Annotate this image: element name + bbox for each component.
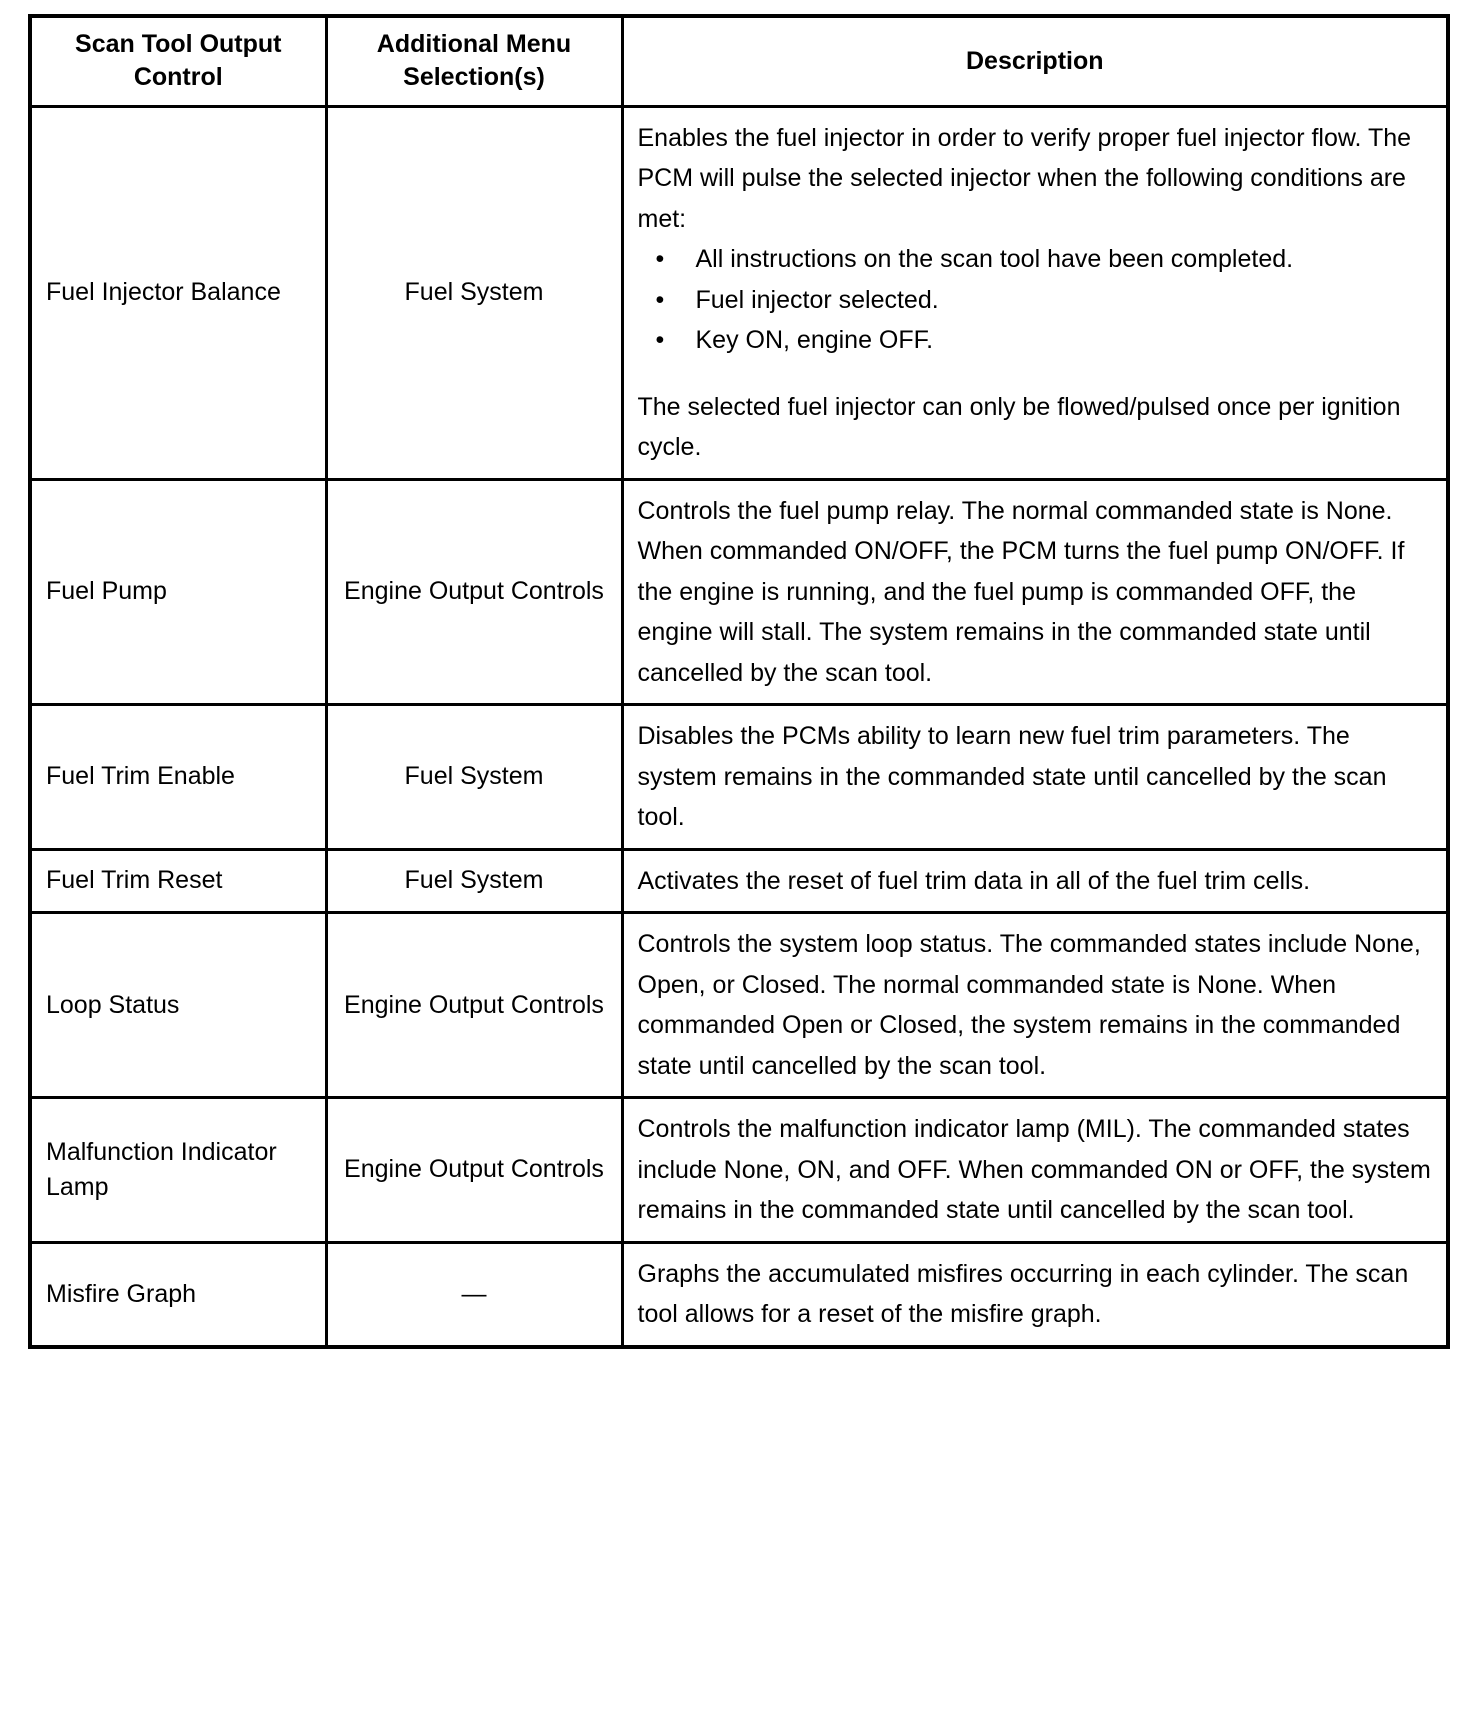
cell-control: Loop Status [30, 913, 326, 1098]
table-row [30, 1098, 1448, 1243]
table-row [30, 479, 1448, 705]
cell-description: Controls the system loop status. The commanded states include None, Open, or Closed. The normal commanded state is None. When commanded Open or Closed, the system remains in the commanded state until cancelled by the scan tool. [622, 913, 1448, 1098]
cell-menu: Engine Output Controls [326, 913, 622, 1098]
condition-list [638, 239, 1433, 361]
cell-description: Controls the fuel pump relay. The normal commanded state is None. When commanded ON/OFF, the PCM turns the fuel pump ON/OFF. If the engine is running, and the fuel pump is commanded OFF, the engine will stall. The system remains in the commanded state until cancelled by the scan tool. [622, 479, 1448, 705]
cell-control: Fuel Injector Balance [30, 106, 326, 479]
cell-description: Activates the reset of fuel trim data in all of the fuel trim cells. [622, 849, 1448, 913]
cell-description: Graphs the accumulated misfires occurring in each cylinder. The scan tool allows for a reset of the misfire graph. [622, 1242, 1448, 1347]
cell-control: Fuel Pump [30, 479, 326, 705]
list-item: • All instructions on the scan tool have been completed. [638, 239, 1433, 280]
column-header-scan-tool-output-control: Scan Tool Output Control [30, 16, 326, 106]
column-header-additional-menu-selections: Additional Menu Selection(s) [326, 16, 622, 106]
cell-description: Controls the malfunction indicator lamp (MIL). The commanded states include None, ON, and OFF. When commanded ON or OFF, the system remains in the commanded state until cancelled by the scan tool. [622, 1098, 1448, 1243]
table-body [30, 106, 1448, 1347]
cell-menu: — [326, 1242, 622, 1347]
table-row [30, 913, 1448, 1098]
scan-tool-output-control-table [28, 14, 1450, 1349]
cell-control: Malfunction Indicator Lamp [30, 1098, 326, 1243]
cell-description [622, 106, 1448, 479]
table-row [30, 849, 1448, 913]
description-intro: Enables the fuel injector in order to verify proper fuel injector flow. The PCM will pulse the selected injector when the following conditions are met: [637, 123, 1412, 233]
cell-menu: Fuel System [326, 849, 622, 913]
cell-menu: Engine Output Controls [326, 1098, 622, 1243]
table-header-row [30, 16, 1448, 106]
description-outro: The selected fuel injector can only be flowed/pulsed once per ignition cycle. [637, 392, 1401, 461]
paragraph-spacer [638, 361, 1433, 387]
list-item: • Fuel injector selected. [638, 280, 1433, 321]
cell-menu: Fuel System [326, 106, 622, 479]
table-header [30, 16, 1448, 106]
cell-description: Disables the PCMs ability to learn new fuel trim parameters. The system remains in the commanded state until cancelled by the scan tool. [622, 705, 1448, 850]
cell-menu: Engine Output Controls [326, 479, 622, 705]
table-row [30, 1242, 1448, 1347]
cell-menu: Fuel System [326, 705, 622, 850]
list-item: • Key ON, engine OFF. [638, 320, 1433, 361]
table-row [30, 705, 1448, 850]
cell-control: Misfire Graph [30, 1242, 326, 1347]
column-header-description: Description [622, 16, 1448, 106]
cell-control: Fuel Trim Reset [30, 849, 326, 913]
cell-control: Fuel Trim Enable [30, 705, 326, 850]
table-row [30, 106, 1448, 479]
